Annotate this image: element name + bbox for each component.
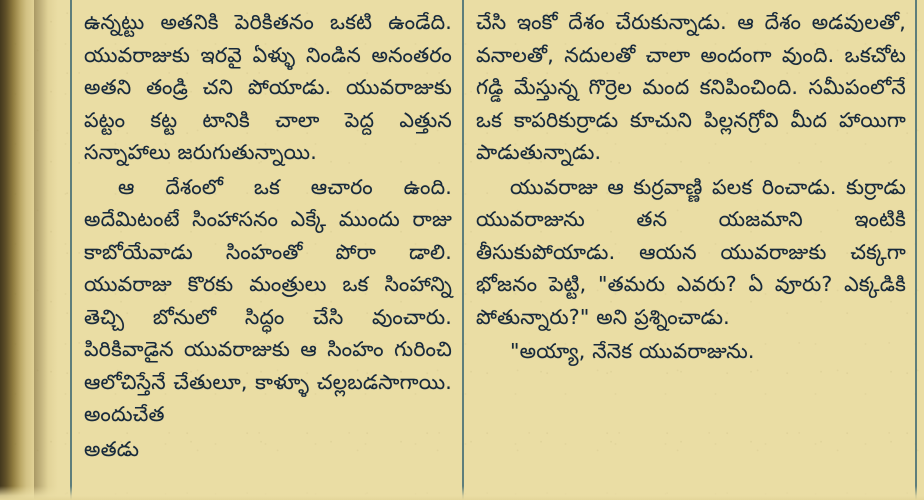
paragraph: ఆ దేశంలో ఒక ఆచారం ఉంది. అదేమిటంటే సింహాసనం ఎక్కే ముందు రాజు కాబోయేవాడు సింహంతో పోరా డాలి. యువరాజు కొరకు మంత్రులు ఒక సింహాన్ని తెచ్చి బోనులో సిద్ధం చేసి వుంచారు. పిరికివాడైన యువరాజుకు ఆ సింహం గురించి ఆలోచిస్తేనే చేతులూ, కాళ్ళూ చల్లబడసాగాయి. అందుచేత xyxy=(84,174,452,426)
right-column xyxy=(476,6,906,370)
paragraph-clipped: "అయ్యా, నేనెక యువరాజును. xyxy=(510,339,755,363)
paragraph: యువరాజు ఆ కుర్రవాణ్ణి పలక రించాడు. కుర్రాడు యువరాజును తన యజమాని ఇంటికి తీసుకుపోయాడు. ఆయన యువరాజుకు చక్కగా భోజనం పెట్టి, "తమరు ఎవరు? ఏ వూరు? ఎక్కడికి పోతున్నారు?" అని ప్రశ్నించాడు. xyxy=(476,174,906,329)
paragraph: చేసి ఇంకో దేశం చేరుకున్నాడు. ఆ దేశం అడవులతో, వనాలతో, నదులతో చాలా అందంగా వుంది. ఒకచోట గడ్డి మేస్తున్న గొర్రెల మంద కనిపించింది. సమీపంలోనే ఒక కాపరికుర్రాడు కూచుని పిల్లనగ్రోవి మీద హాయిగా పాడుతున్నాడు. xyxy=(476,10,906,164)
paragraph: ఉన్నట్టు అతనికి పెరికితనం ఒకటి ఉండేది. యువరాజుకు ఇరవై ఏళ్ళు నిండిన అనంతరం అతని తండ్రి చని పోయాడు. యువరాజుకు పట్టం కట్ట టానికి చాలా పెద్ద ఎత్తున సన్నాహాలు జరుగుతున్నాయి. xyxy=(84,10,452,164)
paragraph-clipped: అతడు xyxy=(84,436,140,461)
left-column xyxy=(84,6,452,467)
